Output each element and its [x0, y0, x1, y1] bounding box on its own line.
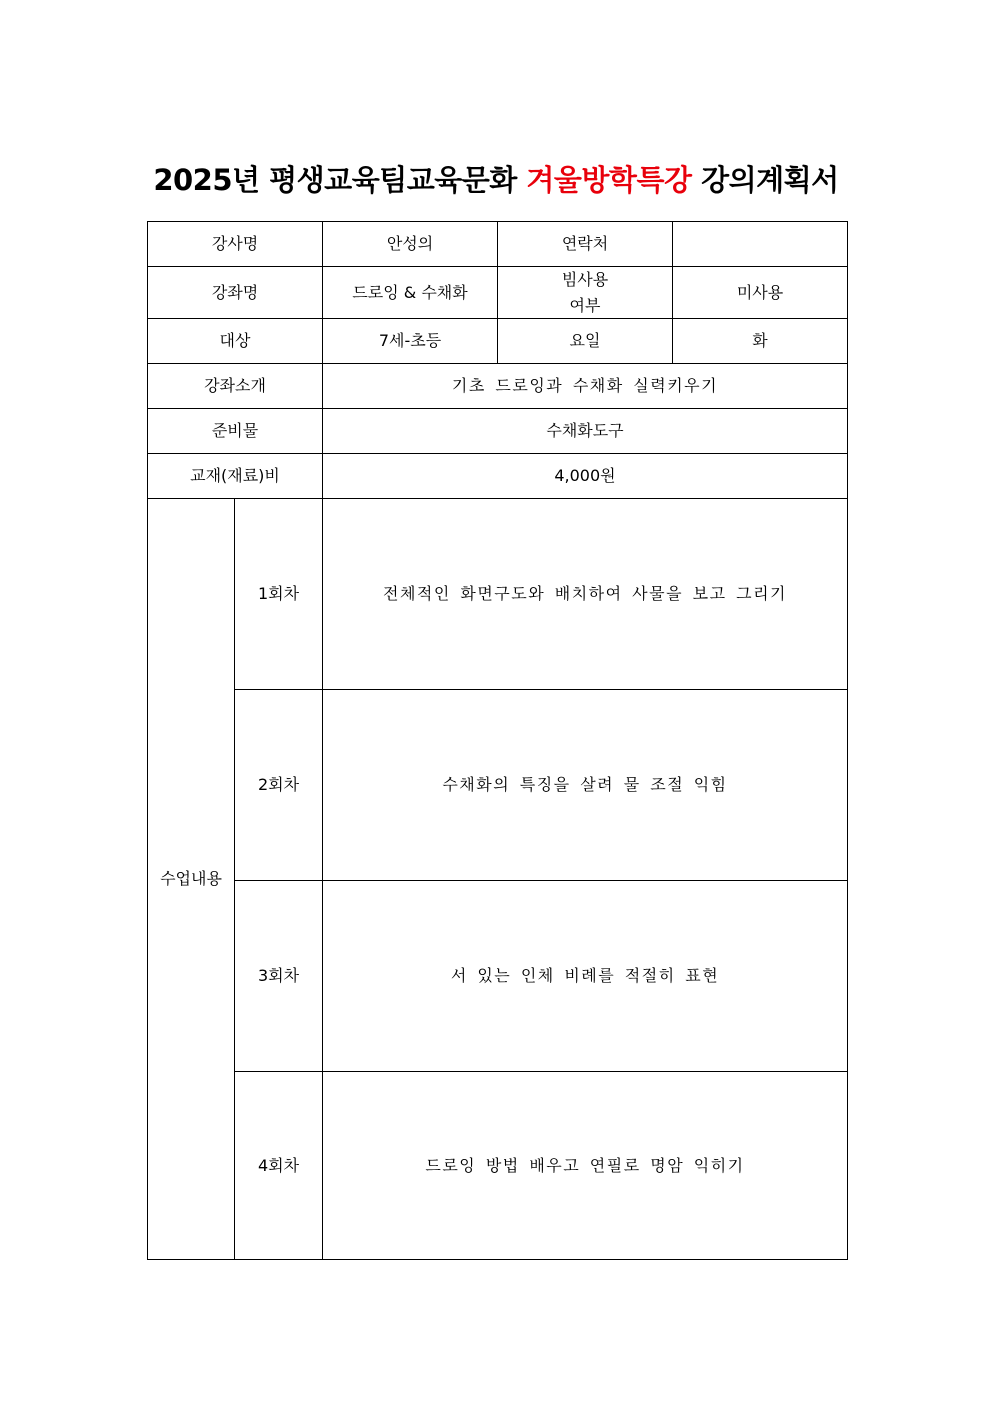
- projector-label-line1: 빔사용: [561, 270, 609, 289]
- session-label: 3회차: [235, 881, 323, 1072]
- title-prefix: 2025년 평생교육팀교육문화: [153, 163, 517, 197]
- table-row-instructor: [148, 222, 848, 267]
- intro-label: 강좌소개: [148, 364, 323, 409]
- course-label: 강좌명: [148, 267, 323, 319]
- table-row-session-1: [148, 499, 848, 690]
- session-content: 서 있는 인체 비례를 적절히 표현: [323, 881, 848, 1072]
- class-content-label: 수업내용: [148, 499, 235, 1260]
- table-row-supplies: [148, 409, 848, 454]
- projector-value: 미사용: [673, 267, 848, 319]
- table-row-session-2: [148, 690, 848, 881]
- projector-label-line2: 여부: [569, 295, 601, 315]
- contact-value: [673, 222, 848, 267]
- session-label: 4회차: [235, 1072, 323, 1260]
- fee-label: 교재(재료)비: [148, 454, 323, 499]
- day-value: 화: [673, 319, 848, 364]
- table-row-intro: [148, 364, 848, 409]
- target-value: 7세-초등: [323, 319, 498, 364]
- table-row-session-3: [148, 881, 848, 1072]
- supplies-label: 준비물: [148, 409, 323, 454]
- table-row-target: [148, 319, 848, 364]
- target-label: 대상: [148, 319, 323, 364]
- lecture-plan-table: [147, 221, 848, 1260]
- day-label: 요일: [498, 319, 673, 364]
- supplies-value: 수채화도구: [323, 409, 848, 454]
- session-content: 드로잉 방법 배우고 연필로 명암 익히기: [323, 1072, 848, 1260]
- fee-value: 4,000원: [323, 454, 848, 499]
- contact-label: 연락처: [498, 222, 673, 267]
- table-row-course: [148, 267, 848, 319]
- session-label: 1회차: [235, 499, 323, 690]
- session-content: 전체적인 화면구도와 배치하여 사물을 보고 그리기: [323, 499, 848, 690]
- session-label: 2회차: [235, 690, 323, 881]
- intro-value: 기초 드로잉과 수채화 실력키우기: [323, 364, 848, 409]
- table-row-session-4: [148, 1072, 848, 1260]
- course-value: 드로잉 & 수채화: [323, 267, 498, 319]
- session-content: 수채화의 특징을 살려 물 조절 익힘: [323, 690, 848, 881]
- projector-label: [498, 267, 673, 319]
- instructor-label: 강사명: [148, 222, 323, 267]
- table-row-fee: [148, 454, 848, 499]
- instructor-value: 안성의: [323, 222, 498, 267]
- title-suffix: 강의계획서: [701, 163, 839, 197]
- title-highlight: 겨울방학특강: [526, 163, 692, 197]
- page-title: [0, 158, 992, 199]
